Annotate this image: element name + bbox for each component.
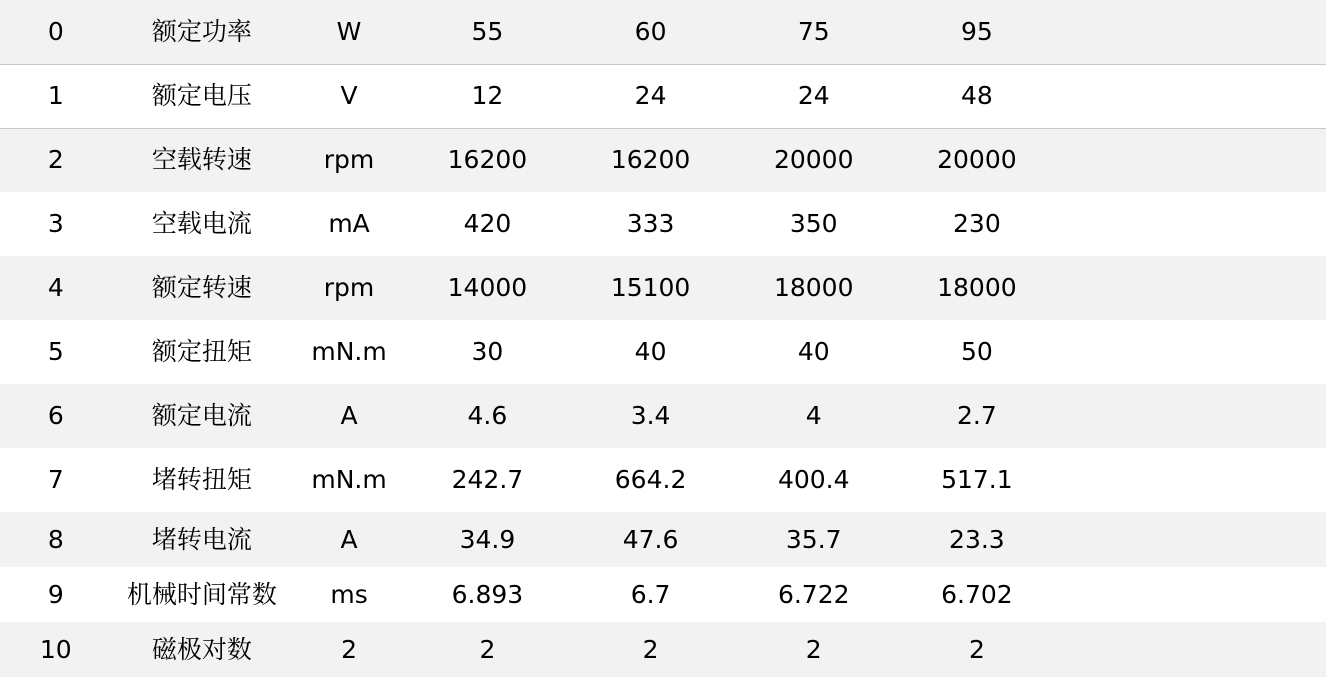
row-parameter: 额定功率	[112, 0, 293, 64]
row-value-1: 2	[479, 634, 496, 664]
row-parameter: 额定电流	[151, 401, 252, 430]
row-unit: ms	[330, 579, 368, 609]
row-spacer	[1058, 192, 1326, 256]
row-value-3: 6.722	[777, 579, 850, 609]
row-value-4: 95	[895, 0, 1058, 64]
row-spacer	[1058, 320, 1326, 384]
row-value-4: 230	[953, 209, 1001, 238]
row-value-1: 420	[463, 209, 512, 238]
row-spacer	[1058, 256, 1326, 320]
row-value-4: 50	[960, 337, 993, 366]
table-row	[0, 64, 1326, 128]
row-spacer	[1058, 0, 1326, 64]
row-index: 2	[47, 145, 64, 175]
row-value-1: 6.893	[451, 579, 524, 609]
row-value-4: 6.702	[941, 579, 1013, 609]
row-value-2: 60	[569, 0, 732, 64]
row-index: 5	[47, 337, 64, 366]
row-value-2: 664.2	[614, 465, 687, 494]
row-value-2: 3.4	[630, 401, 671, 430]
table-row	[0, 0, 1326, 64]
row-unit: A	[340, 524, 358, 554]
row-unit: 2	[341, 634, 357, 664]
row-value-2: 15100	[610, 273, 691, 302]
row-value-1: 242.7	[451, 465, 524, 494]
row-value-3: 75	[732, 0, 895, 64]
row-value-2: 2	[642, 634, 659, 664]
row-index: 6	[47, 401, 64, 430]
table-row	[0, 128, 1326, 192]
row-value-1: 12	[406, 64, 569, 128]
row-value-4: 2.7	[957, 401, 997, 430]
row-value-2: 40	[634, 337, 667, 366]
row-parameter: 空载转速	[151, 145, 252, 175]
row-parameter: 空载电流	[151, 209, 252, 238]
row-parameter: 机械时间常数	[126, 579, 277, 609]
row-value-3: 350	[789, 209, 838, 238]
table-row	[0, 512, 1326, 567]
row-value-1: 14000	[447, 273, 528, 302]
row-index: 7	[47, 465, 64, 494]
row-value-2: 6.7	[630, 579, 671, 609]
row-parameter: 堵转电流	[151, 524, 252, 554]
row-unit: A	[340, 401, 358, 430]
row-value-3: 18000	[773, 273, 854, 302]
row-value-3: 20000	[773, 145, 854, 175]
row-unit: rpm	[323, 145, 375, 175]
row-spacer	[1058, 448, 1326, 512]
table-row	[0, 320, 1326, 384]
row-value-4: 517.1	[941, 465, 1013, 494]
row-unit: W	[292, 0, 406, 64]
row-value-3: 35.7	[785, 524, 842, 554]
row-value-3: 4	[805, 401, 822, 430]
row-value-1: 4.6	[467, 401, 508, 430]
row-parameter: 额定转速	[151, 273, 252, 302]
row-value-1: 34.9	[459, 524, 516, 554]
row-value-4: 23.3	[949, 524, 1005, 554]
row-index: 8	[47, 524, 64, 554]
row-spacer	[1058, 384, 1326, 448]
row-value-4: 2	[968, 634, 985, 664]
row-index: 1	[0, 64, 112, 128]
row-value-1: 30	[471, 337, 504, 366]
table-row	[0, 384, 1326, 448]
row-value-1: 16200	[447, 145, 528, 175]
table-row	[0, 622, 1326, 677]
row-value-4: 18000	[937, 273, 1017, 302]
row-unit: rpm	[323, 273, 375, 302]
row-unit: mN.m	[311, 337, 387, 366]
table-row	[0, 192, 1326, 256]
row-index: 3	[47, 209, 64, 238]
row-parameter: 额定电压	[112, 64, 293, 128]
row-spacer	[1058, 128, 1326, 192]
row-parameter: 额定扭矩	[151, 337, 252, 366]
row-index: 10	[39, 634, 72, 664]
row-spacer	[1058, 512, 1326, 567]
row-parameter: 磁极对数	[151, 634, 252, 664]
row-value-3: 24	[732, 64, 895, 128]
row-spacer	[1058, 64, 1326, 128]
row-spacer	[1058, 567, 1326, 622]
row-value-3: 40	[797, 337, 830, 366]
row-unit: mN.m	[311, 465, 387, 494]
row-value-2: 16200	[610, 145, 691, 175]
table-row	[0, 448, 1326, 512]
row-index: 4	[47, 273, 64, 302]
row-value-2: 333	[626, 209, 675, 238]
row-value-2: 24	[569, 64, 732, 128]
row-value-1: 55	[406, 0, 569, 64]
row-index: 9	[47, 579, 64, 609]
table-row	[0, 567, 1326, 622]
row-unit: V	[292, 64, 406, 128]
table-row	[0, 256, 1326, 320]
row-unit: mA	[328, 209, 370, 238]
row-value-4: 20000	[937, 145, 1017, 175]
row-value-2: 47.6	[622, 524, 679, 554]
row-value-3: 400.4	[777, 465, 850, 494]
row-index: 0	[0, 0, 112, 64]
row-spacer	[1058, 622, 1326, 677]
row-value-3: 2	[805, 634, 822, 664]
row-value-4: 48	[895, 64, 1058, 128]
row-parameter: 堵转扭矩	[151, 465, 252, 494]
